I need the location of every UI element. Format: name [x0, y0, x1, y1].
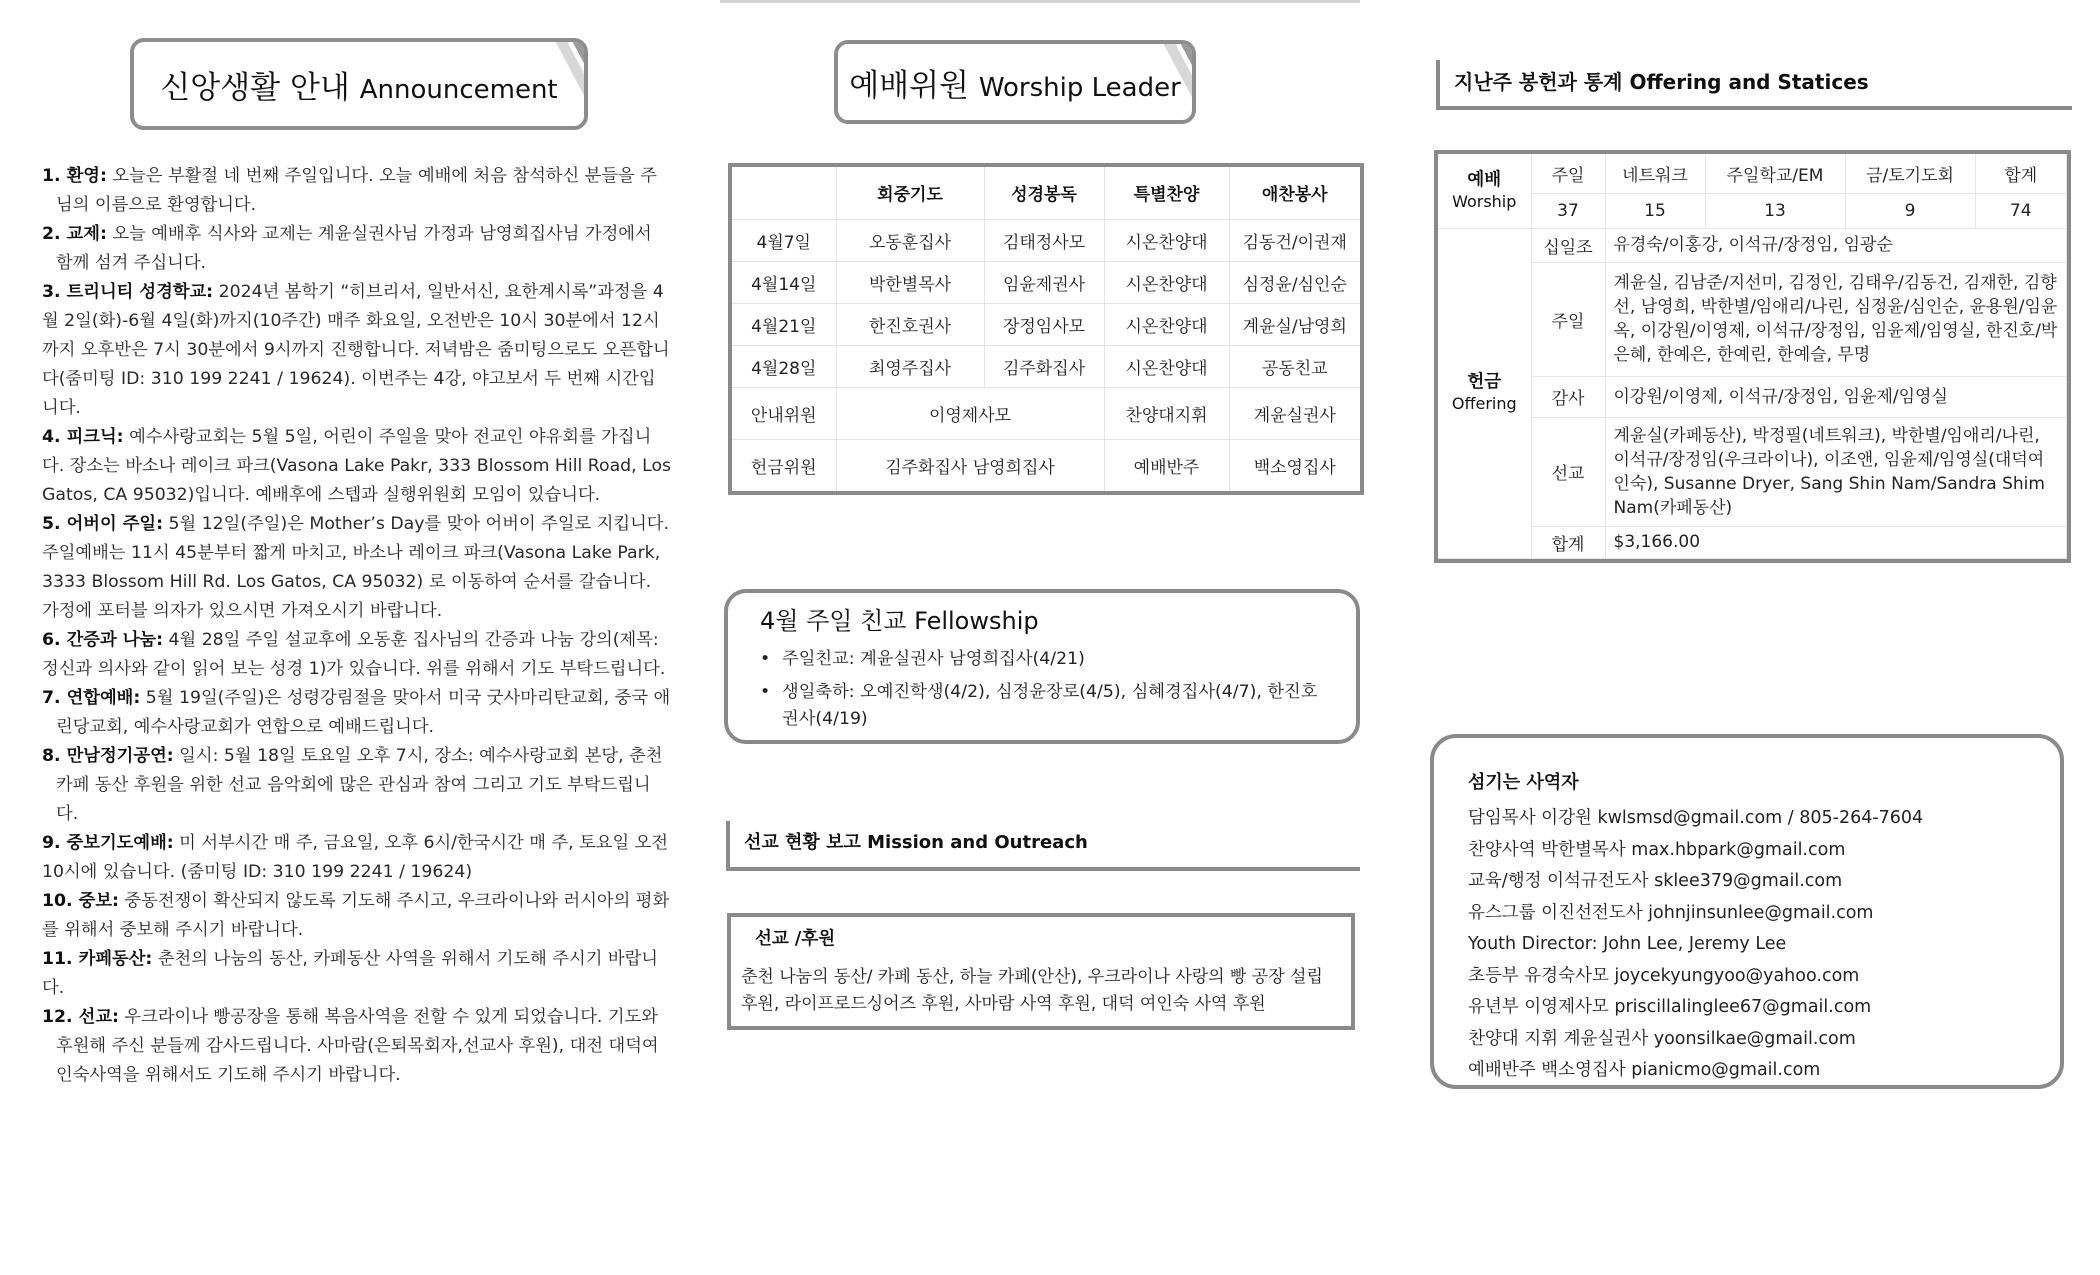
col-header: 애찬봉사	[1229, 167, 1360, 219]
table-header-row: 예배 Worship 주일 네트워크 주일학교/EM 금/토기도회 합계	[1438, 154, 2067, 193]
announcement-item: 12. 선교: 우크라이나 빵공장을 통해 복음사역을 전할 수 있게 되었습니다. 기도와 후원해 주신 분들께 감사드립니다. 사마람(은퇴목회자,선교사 후원), 대전 대덕여인숙사역을 위해서도 기도해 주시기 바랍니다.	[42, 1007, 659, 1085]
mission-box-body: 춘천 나눔의 동산/ 카페 동산, 하늘 카페(안산), 우크라이나 사랑의 빵 공장 설립 후원, 라이프로드싱어즈 후원, 사마람 사역 후원, 대덕 여인숙 사역 후원	[741, 967, 1323, 1014]
announcement-banner	[130, 38, 588, 130]
table-row: 선교 계윤실(카페동산), 박정필(네트워크), 박한별/임애리/나린, 이석규/장정임(우크라이나), 이조앤, 임윤제/임영실(대덕여인숙), Susanne Dryer, Sang Shin Nam/Sandra Shim Nam(카페동산)	[1438, 417, 2067, 526]
announcement-list	[42, 162, 672, 1090]
col-header: 성경봉독	[984, 167, 1104, 219]
fellowship-title: 4월 주일 친교 Fellowship	[760, 607, 1039, 635]
announcement-item: 11. 카페동산: 춘천의 나눔의 동산, 카페동산 사역을 위해서 기도해 주시기 바랍니다.	[42, 949, 658, 998]
table-row: 합계 $3,166.00	[1438, 526, 2067, 559]
announcement-item: 7. 연합예배: 5월 19일(주일)은 성령강림절을 맞아서 미국 굿사마리탄교회, 중국 애린당교회, 예수사랑교회가 연합으로 예배드립니다.	[42, 688, 671, 737]
worship-leader-banner	[834, 40, 1196, 124]
list-item: 담임목사 이강원 kwlsmsd@gmail.com / 805-264-7604	[1468, 808, 1924, 828]
list-item: 찬양사역 박한별목사 max.hbpark@gmail.com	[1468, 839, 1846, 860]
banner-stripe-decoration	[554, 38, 588, 130]
table-row: 4월28일 최영주집사 김주화집사 시온찬양대 공동친교	[732, 345, 1360, 387]
announcement-item: 8. 만남정기공연: 일시: 5월 18일 토요일 오후 7시, 장소: 예수사랑교회 본당, 춘천 카페 동산 후원을 위한 선교 음악회에 많은 관심과 참여 그리고 기도 부탁드립니다.	[42, 746, 663, 824]
list-item: Youth Director: John Lee, Jeremy Lee	[1468, 934, 1787, 954]
table-row: 4월14일 박한별목사 임윤제권사 시온찬양대 심정윤/심인순	[732, 261, 1360, 303]
col-header: 특별찬양	[1104, 167, 1229, 219]
announcement-item: 2. 교제: 오늘 예배후 식사와 교제는 계윤실권사님 가정과 남영희집사님 가정에서 함께 섬겨 주십니다.	[42, 224, 652, 273]
announcement-item: 4. 피크닉: 예수사랑교회는 5월 5일, 어린이 주일을 맞아 전교인 야유회를 가집니다. 장소는 바소나 레이크 파크(Vasona Lake Pakr, 333 Blossom Hill Road, Los Gatos, CA 95032)입니다. 예배후에 스텝과 실행위원회 모임이 있습니다.	[42, 427, 672, 505]
servants-box	[1430, 734, 2064, 1089]
col-header: 회중기도	[836, 167, 984, 219]
worship-leader-title: 예배위원 Worship Leader	[849, 67, 1181, 104]
list-item: 유스그룹 이진선전도사 johnjinsunlee@gmail.com	[1468, 902, 1874, 923]
table-row: 주일 계윤실, 김남준/지선미, 김정인, 김태우/김동건, 김재한, 김향선, 남영희, 박한별/임애리/나린, 심정윤/심인순, 윤용원/임윤옥, 이강원/이영제, 이석규/장정임, 임윤제/임영실, 한진호/박은혜, 한예은, 한예린, 한예슬, 무명	[1438, 262, 2067, 376]
announcement-item: 10. 중보: 중동전쟁이 확산되지 않도록 기도해 주시고, 우크라이나와 러시아의 평화를 위해서 중보해 주시기 바랍니다.	[42, 891, 670, 940]
table-row: 37 15 13 9 74	[1438, 193, 2067, 228]
announcement-item: 3. 트리니티 성경학교: 2024년 봄학기 “히브리서, 일반서신, 요한계시록”과정을 4월 2일(화)-6월 4일(화)까지(10주간) 매주 화요일, 오전반은 10시 30분에서 12시까지 오후반은 7시 30분에서 9시까지 진행합니다. 저녁밤은 줌미팅으로도 오픈합니다(줌미팅 ID: 310 199 2241 / 19624). 이번주는 4강, 야고보서 두 번째 시간입니다.	[42, 282, 670, 418]
mission-box	[727, 913, 1355, 1030]
offering-category: 헌금 Offering	[1438, 228, 1531, 559]
offering-table	[1434, 150, 2071, 563]
table-row: 헌금위원 김주화집사 남영희집사 예배반주 백소영집사	[732, 439, 1360, 491]
servants-title: 섬기는 사역자	[1468, 772, 1579, 793]
fellowship-list	[756, 646, 1328, 733]
announcement-item: 6. 간증과 나눔: 4월 28일 주일 설교후에 오동훈 집사님의 간증과 나눔 강의(제목: 정신과 의사와 같이 읽어 보는 성경 1)가 있습니다. 위를 위해서 기도 부탁드립니다.	[42, 630, 666, 679]
announcement-item: 1. 환영: 오늘은 부활절 네 번째 주일입니다. 오늘 예배에 처음 참석하신 분들을 주님의 이름으로 환영합니다.	[42, 166, 657, 215]
table-row: 감사 이강원/이영제, 이석규/장정임, 임윤제/임영실	[1438, 376, 2067, 417]
worship-leader-table	[728, 163, 1364, 495]
announcement-item: 5. 어버이 주일: 5월 12일(주일)은 Mother’s Day를 맞아 어버이 주일로 지킵니다. 주일예배는 11시 45분부터 짧게 마치고, 바소나 레이크 파크(Vasona Lake Park, 3333 Blossom Hill Rd. Los Gatos, CA 95032) 로 이동하여 순서를 갈습니다. 가정에 포터블 의자가 있으시면 가져오시기 바랍니다.	[42, 514, 669, 621]
list-item: • 주일친교: 계윤실권사 남영희집사(4/21)	[756, 646, 1328, 673]
table-row: 4월7일 오동훈집사 김태정사모 시온찬양대 김동건/이권재	[732, 219, 1360, 261]
fellowship-box	[724, 589, 1360, 744]
table-row: 헌금 Offering 십일조 유경숙/이홍강, 이석규/장정임, 임광순	[1438, 228, 2067, 262]
table-row: 안내위원 이영제사모 찬양대지휘 계윤실권사	[732, 387, 1360, 439]
worship-category: 예배 Worship	[1438, 154, 1531, 228]
offering-section-header: 지난주 봉헌과 통계 Offering and Statices	[1436, 60, 2072, 110]
list-item: 교육/행정 이석규전도사 sklee379@gmail.com	[1468, 871, 1843, 891]
mission-box-title: 선교 /후원	[755, 929, 836, 949]
top-divider	[720, 0, 1360, 3]
announcement-title: 신앙생활 안내 Announcement	[160, 69, 558, 106]
table-header-row	[732, 167, 1360, 219]
list-item: • 생일축하: 오예진학생(4/2), 심정윤장로(4/5), 심혜경집사(4/7), 한진호권사(4/19)	[756, 679, 1328, 733]
list-item: 찬양대 지휘 계윤실권사 yoonsilkae@gmail.com	[1468, 1028, 1856, 1049]
list-item: 유년부 이영제사모 priscillalinglee67@gmail.com	[1468, 997, 1872, 1017]
announcement-item: 9. 중보기도예배: 미 서부시간 매 주, 금요일, 오후 6시/한국시간 매 주, 토요일 오전 10시에 있습니다. (줌미팅 ID: 310 199 2241 / 19624)	[42, 833, 669, 882]
mission-section-header: 선교 현황 보고 Mission and Outreach	[726, 821, 1360, 871]
table-row: 4월21일 한진호권사 장정임사모 시온찬양대 계윤실/남영희	[732, 303, 1360, 345]
list-item: 초등부 유경숙사모 joycekyungyoo@yahoo.com	[1468, 965, 1860, 986]
list-item: 예배반주 백소영집사 pianicmo@gmail.com	[1468, 1060, 1821, 1080]
